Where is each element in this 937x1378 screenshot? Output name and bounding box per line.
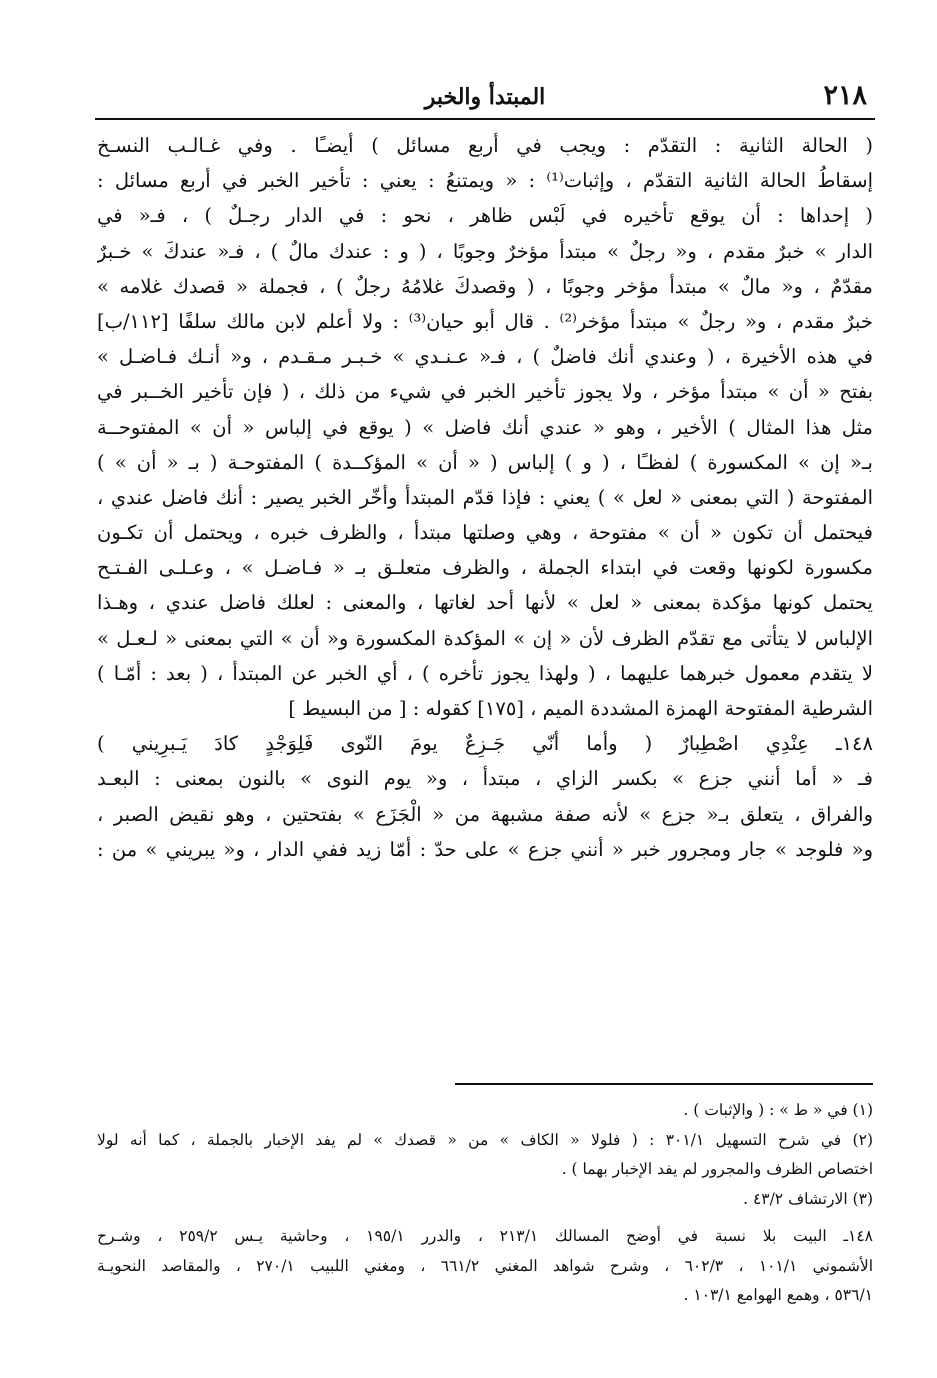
footnotes [97,1096,873,1311]
text-line: في هذه الأخيرة ، ( وعندي أنك فاضلٌ ) ، فـ« عـنـدي » خـبـر مـقـدم ، و« أنـك فـاضـل » [97,345,873,369]
text-line: يحتمل كونها مؤكدة بمعنى « لعل » لأنها أحد لغاتها ، والمعنى : لعلك فاضل عندي ، وهـذا [97,591,873,615]
text-line: و« فلوجد » جار ومجرور خبر « أنني جزع » على حدّ : أمّا زيد ففي الدار ، و« يبريني » من : [97,837,873,861]
text-line: والفراق ، يتعلق بـ« جزع » لأنه صفة مشبهة من « الْجَزَع » بفتحتين ، وهو نقيض الصبر ، [97,802,873,826]
text-line: بفتح « أن » مبتدأ مؤخر ، ولا يجوز تأخير الخبر في شيء من ذلك ، ( فإن تأخير الخــبر في [97,380,873,404]
footnote-line: ٥٣٦/١ ، وهمع الهوامع ١٠٣/١ . [683,1286,873,1304]
text-line: المفتوحة ( التي بمعنى « لعل » ) يعني : فإذا قدّم المبتدأ وأخّر الخبر يصير : أنك فاضل عندي ، [97,485,873,509]
page-number: ٢١٨ [823,80,867,111]
text-line: ( إحداها : أن يوقع تأخيره في لَبْس ظاهر ، نحو : في الدار رجـلٌ ) ، فـ« في [97,204,873,228]
footnote-line: الأشموني ١٠١/١ ، ٦٠٢/٣ ، وشرح شواهد المغني ٦٦١/٢ ، ومغني اللبيب ٢٧٠/١ ، والمقاصد النحويـة [97,1256,873,1275]
text-line: إسقاطُ الحالة الثانية التقدّم ، وإثبات⁽¹⁾ : « ويمتنعُ : يعني : تأخير الخبر في أربع مسائل : [97,169,873,193]
poetry-line: ١٤٨ـ عِنْدِي اصْطِبارٌ ( وأما أنّي جَـزِعٌ يومَ النّوى فَلِوَجْدٍ كادَ يَـبرِيني ) [97,732,873,756]
text-line: ( الحالة الثانية : التقدّم : ويجب في أربع مسائل ) أيضـًا . وفي غـالـب النسـخ [97,134,873,157]
main-text [97,128,873,867]
text-line: خبرٌ مقدم ، و« رجلٌ » مبتدأ مؤخر⁽²⁾ . قال أبو حيان⁽³⁾ : ولا أعلم لابن مالك سلفًا [١١٢/ب] [97,309,873,333]
footnote-line: اختصاص الظرف والمجرور لم يفد الإخبار بهما ) . [561,1160,873,1178]
running-title: المبتدأ والخبر [424,84,546,110]
footnote-line: (٢) في شرح التسهيل ٣٠١/١ : ( فلولا « الكاف » من « قصدك » لم يفد الإخبار بالجملة ، كما أنه لولا [97,1130,873,1149]
footnote-line: (١) في « ط » : ( والإثبات ) . [683,1101,873,1119]
text-line: مكسورة لكونها وقعت في ابتداء الجملة ، والظرف متعلـق بـ « فـاضـل » ، وعـلـى الفـتـح [97,556,873,580]
text-line: لا يتقدم معمول خبرهما عليهما ، ( ولهذا يجوز تأخره ) ، أي الخبر عن المبتدأ ، ( بعد : أمّـا ) [97,661,873,685]
text-line: الإلباس لا يتأتى مع تقدّم الظرف لأن « إن » المؤكدة المكسورة و« أن » التي بمعنى « لـعـل » [97,626,873,650]
text-line: فيحتمل أن تكون « أن » مفتوحة ، وهي وصلتها مبتدأ ، والظرف خبره ، ويحتمل أن تكـون [97,521,873,545]
text-line: بـ« إن » المكسورة ) لفظـًا ، ( و ) إلباس ( « أن » المؤكــدة ) المفتوحـة ( بـ « أن » ) [97,450,873,474]
text-line: مثل هذا المثال ) الأخير ، وهو « عندي أنك فاضل » ( يوقع في إلباس « أن » المفتوحــة [97,415,873,439]
footnote-line: ١٤٨ـ البيت بلا نسبة في أوضح المسالك ٢١٣/١ ، والدرر ١٩٥/١ ، وحاشية يـس ٢٥٩/٢ ، وشـرح [97,1227,873,1245]
text-line: الدار » خبرٌ مقدم ، و« رجلٌ » مبتدأ مؤخرٌ وجوبًا ، ( و : عندك مالٌ ) ، فـ« عندكَ » خـبرٌ [97,239,873,263]
text-line: مقدّمٌ ، و« مالٌ » مبتدأ مؤخر وجوبًا ، ( وقصدكَ غلامُهُ رجلٌ ) ، فجملة « قصدك غلامه » [97,274,873,298]
text-line: فـ « أما أنني جزع » بكسر الزاي ، مبتدأ ، و« يوم النوى » بالنون بمعنى : البعـد [97,767,873,791]
page-header [95,78,875,120]
text-line: الشرطية المفتوحة الهمزة المشددة الميم ، [١٧٥] كقوله : [ من البسيط ] [288,697,873,720]
footnote-separator [455,1083,873,1085]
footnote-line: (٣) الارتشاف ٤٣/٢ . [743,1189,873,1208]
